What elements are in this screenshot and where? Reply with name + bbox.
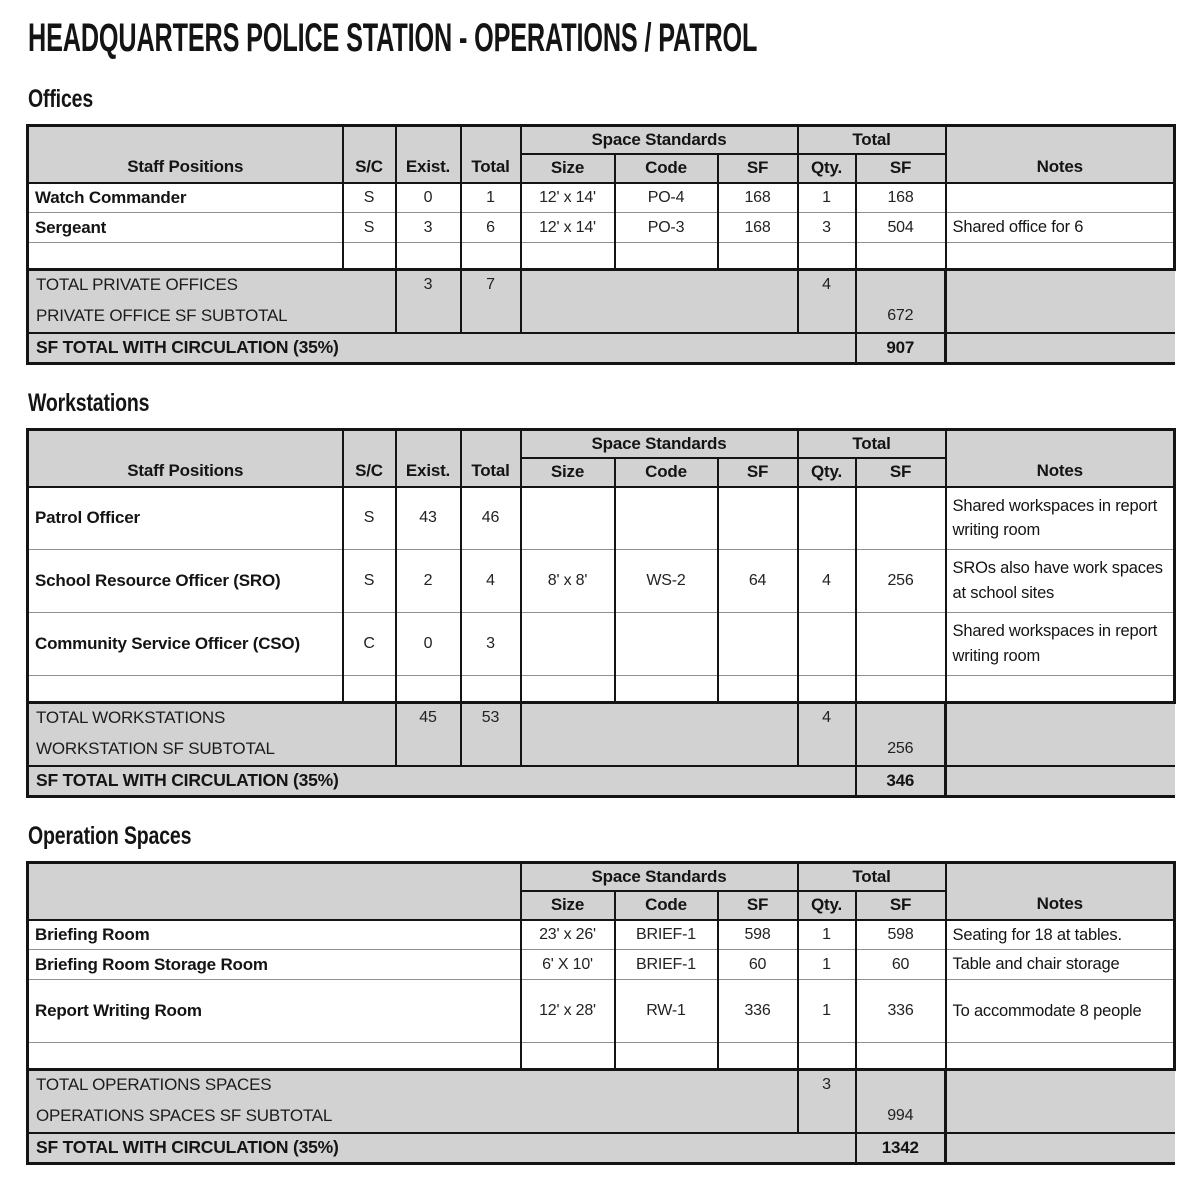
totals-row [28,1070,1175,1100]
room-name-cell: Briefing Room [28,920,521,950]
code-cell [615,613,718,676]
sc-cell: S [343,213,396,243]
totals-label: TOTAL OPERATIONS SPACES [28,1070,798,1100]
section-heading-offices: Offices [28,85,94,113]
total-sf-cell: 504 [856,213,946,243]
subtotal-row [28,300,1175,333]
spacer [946,333,1175,364]
qty-cell: 1 [798,980,856,1043]
subtotal-row [28,733,1175,766]
notes-cell: Shared office for 6 [946,213,1175,243]
subtotal-sf: 256 [856,733,946,766]
table-row [28,920,1175,950]
col-header-sc: S/C [343,430,396,487]
total-sf-cell: 256 [856,550,946,613]
circulation-label: SF TOTAL WITH CIRCULATION (35%) [28,333,856,364]
size-cell: 12' x 28' [521,980,615,1043]
empty-cell [856,243,946,270]
circulation-label: SF TOTAL WITH CIRCULATION (35%) [28,1133,856,1164]
qty-cell: 1 [798,920,856,950]
table-row [28,183,1175,213]
col-header-sf: SF [718,154,798,183]
totals-total: 7 [461,270,521,300]
empty-cell [396,676,461,703]
totals-total: 53 [461,703,521,733]
totals-row [28,270,1175,300]
empty-cell [798,243,856,270]
col-header-code: Code [615,154,718,183]
sf-cell: 598 [718,920,798,950]
empty-cell [718,243,798,270]
code-cell: WS-2 [615,550,718,613]
circulation-label: SF TOTAL WITH CIRCULATION (35%) [28,766,856,797]
empty-cell [343,243,396,270]
sf-cell [718,487,798,550]
totals-exist: 3 [396,270,461,300]
empty-cell [461,676,521,703]
empty-cell [28,243,343,270]
subtotal-total [461,733,521,766]
subtotal-spacer [521,300,798,333]
circulation-value: 907 [856,333,946,364]
circulation-value: 346 [856,766,946,797]
table-row [28,613,1175,676]
col-header-qty: Qty. [798,458,856,487]
empty-cell [461,243,521,270]
total-cell: 3 [461,613,521,676]
notes-cell: Table and chair storage [946,950,1175,980]
col-header-notes: Notes [946,430,1175,487]
table-row [28,213,1175,243]
subtotal-qty [798,1100,856,1133]
subtotal-total [461,300,521,333]
circulation-value: 1342 [856,1133,946,1164]
col-group-total: Total [798,126,946,154]
sf-cell: 168 [718,213,798,243]
col-header-code: Code [615,891,718,920]
spacer [946,270,1175,300]
staff-position-cell: Community Service Officer (CSO) [28,613,343,676]
table-row [28,980,1175,1043]
code-cell: RW-1 [615,980,718,1043]
total-cell: 6 [461,213,521,243]
staff-position-cell: Sergeant [28,213,343,243]
total-sf-cell [856,487,946,550]
staff-position-cell: Patrol Officer [28,487,343,550]
notes-cell: SROs also have work spaces at school sites [946,550,1175,613]
exist-cell: 43 [396,487,461,550]
col-header-total-sf: SF [856,458,946,487]
totals-spacer [521,270,798,300]
empty-cell [856,1043,946,1070]
section-heading-workstations: Workstations [28,389,150,417]
size-cell: 8' x 8' [521,550,615,613]
col-header-notes: Notes [946,126,1175,183]
totals-sf [856,703,946,733]
spacer [946,1100,1175,1133]
totals-qty: 3 [798,1070,856,1100]
total-cell: 1 [461,183,521,213]
subtotal-exist [396,733,461,766]
spacer [946,1133,1175,1164]
code-cell: PO-3 [615,213,718,243]
empty-cell [521,1043,615,1070]
col-header-staff-positions: Staff Positions [28,126,343,183]
col-header-total: Total [461,126,521,183]
totals-label: TOTAL WORKSTATIONS [28,703,396,733]
totals-qty: 4 [798,270,856,300]
sc-cell: S [343,183,396,213]
notes-cell: Shared workspaces in report writing room [946,613,1175,676]
empty-cell [343,676,396,703]
empty-row [28,676,1175,703]
total-cell: 46 [461,487,521,550]
sf-cell [718,613,798,676]
col-header-size: Size [521,458,615,487]
section-heading-operation-spaces: Operation Spaces [28,822,192,850]
sf-cell: 64 [718,550,798,613]
spacer [946,766,1175,797]
code-cell: BRIEF-1 [615,950,718,980]
notes-cell [946,183,1175,213]
room-name-cell: Report Writing Room [28,980,521,1043]
subtotal-label: PRIVATE OFFICE SF SUBTOTAL [28,300,396,333]
col-header-size: Size [521,154,615,183]
exist-cell: 3 [396,213,461,243]
offices-table [26,124,1176,365]
empty-cell [615,1043,718,1070]
totals-sf [856,1070,946,1100]
totals-exist: 45 [396,703,461,733]
col-header-qty: Qty. [798,891,856,920]
total-sf-cell: 336 [856,980,946,1043]
section-heading-offices-wrap [26,85,1174,115]
empty-cell [718,1043,798,1070]
exist-cell: 2 [396,550,461,613]
page-title: HEADQUARTERS POLICE STATION - OPERATIONS / PATROL [28,16,758,60]
code-cell: BRIEF-1 [615,920,718,950]
qty-cell: 1 [798,950,856,980]
col-header-total: Total [461,430,521,487]
total-sf-cell: 598 [856,920,946,950]
qty-cell: 3 [798,213,856,243]
empty-cell [521,243,615,270]
size-cell: 12' x 14' [521,183,615,213]
sc-cell: S [343,487,396,550]
empty-cell [856,676,946,703]
empty-cell [521,676,615,703]
total-sf-cell: 168 [856,183,946,213]
totals-spacer [521,703,798,733]
totals-sf [856,270,946,300]
subtotal-label: WORKSTATION SF SUBTOTAL [28,733,396,766]
code-cell: PO-4 [615,183,718,213]
empty-cell [946,1043,1175,1070]
workstations-table [26,428,1176,798]
room-name-header-blank [28,863,521,920]
empty-cell [798,1043,856,1070]
empty-cell [396,243,461,270]
spacer [946,733,1175,766]
table-row [28,550,1175,613]
exist-cell: 0 [396,613,461,676]
notes-cell: To accommodate 8 people [946,980,1175,1043]
col-header-size: Size [521,891,615,920]
total-sf-cell [856,613,946,676]
table-row [28,487,1175,550]
totals-row [28,703,1175,733]
operation-spaces-table [26,861,1176,1165]
totals-qty: 4 [798,703,856,733]
col-header-total-sf: SF [856,154,946,183]
col-header-staff-positions: Staff Positions [28,430,343,487]
size-cell [521,487,615,550]
empty-cell [718,676,798,703]
subtotal-sf: 672 [856,300,946,333]
sf-cell: 336 [718,980,798,1043]
exist-cell: 0 [396,183,461,213]
col-group-space-standards: Space Standards [521,430,798,458]
subtotal-spacer [521,733,798,766]
empty-cell [946,243,1175,270]
empty-row [28,1043,1175,1070]
sf-cell: 60 [718,950,798,980]
sc-cell: C [343,613,396,676]
qty-cell [798,613,856,676]
notes-cell: Seating for 18 at tables. [946,920,1175,950]
header-row-groups [28,430,1175,458]
totals-label: TOTAL PRIVATE OFFICES [28,270,396,300]
spacer [946,300,1175,333]
col-group-total: Total [798,430,946,458]
empty-cell [28,1043,521,1070]
subtotal-qty [798,300,856,333]
col-group-space-standards: Space Standards [521,863,798,891]
sf-cell: 168 [718,183,798,213]
col-header-exist: Exist. [396,430,461,487]
size-cell [521,613,615,676]
staff-position-cell: School Resource Officer (SRO) [28,550,343,613]
qty-cell: 1 [798,183,856,213]
qty-cell [798,487,856,550]
spacer [946,703,1175,733]
col-group-total: Total [798,863,946,891]
subtotal-label: OPERATIONS SPACES SF SUBTOTAL [28,1100,798,1133]
spacer [946,1070,1175,1100]
sc-cell: S [343,550,396,613]
circulation-row [28,1133,1175,1164]
circulation-row [28,766,1175,797]
size-cell: 6' X 10' [521,950,615,980]
empty-cell [28,676,343,703]
total-sf-cell: 60 [856,950,946,980]
col-header-qty: Qty. [798,154,856,183]
section-heading-workstations-wrap [26,389,1174,419]
empty-cell [946,676,1175,703]
room-name-cell: Briefing Room Storage Room [28,950,521,980]
table-row [28,950,1175,980]
subtotal-sf: 994 [856,1100,946,1133]
col-header-sc: S/C [343,126,396,183]
col-group-space-standards: Space Standards [521,126,798,154]
header-row-groups [28,863,1175,891]
qty-cell: 4 [798,550,856,613]
col-header-total-sf: SF [856,891,946,920]
staff-position-cell: Watch Commander [28,183,343,213]
header-row-groups [28,126,1175,154]
subtotal-row [28,1100,1175,1133]
section-heading-operation-spaces-wrap [26,822,1174,852]
empty-cell [615,243,718,270]
notes-cell: Shared workspaces in report writing room [946,487,1175,550]
size-cell: 12' x 14' [521,213,615,243]
col-header-sf: SF [718,891,798,920]
empty-row [28,243,1175,270]
col-header-sf: SF [718,458,798,487]
subtotal-exist [396,300,461,333]
subtotal-qty [798,733,856,766]
col-header-code: Code [615,458,718,487]
empty-cell [615,676,718,703]
empty-cell [798,676,856,703]
col-header-notes: Notes [946,863,1175,920]
size-cell: 23' x 26' [521,920,615,950]
total-cell: 4 [461,550,521,613]
circulation-row [28,333,1175,364]
col-header-exist: Exist. [396,126,461,183]
code-cell [615,487,718,550]
